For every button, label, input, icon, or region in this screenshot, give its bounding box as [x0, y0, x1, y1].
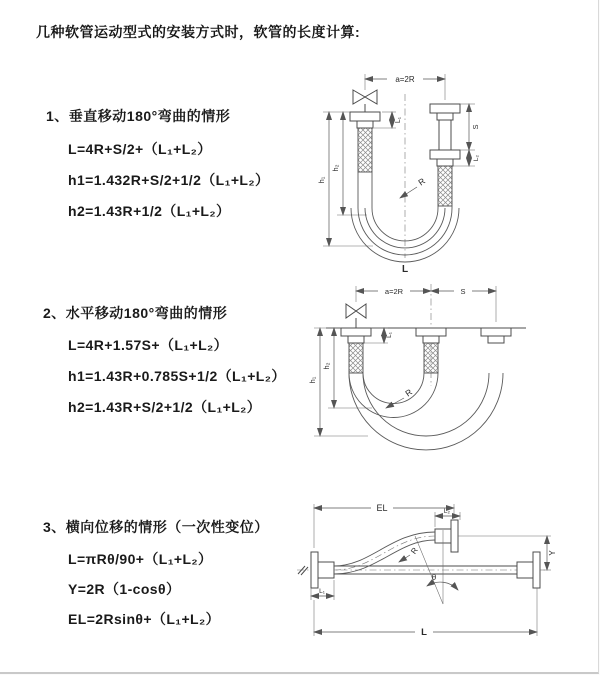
section-2-heading: 2、水平移动180°弯曲的情形 [43, 305, 228, 321]
valve-icon [353, 90, 377, 104]
radius-label: R [403, 386, 415, 399]
section-1-formula-L: L=4R+S/2+（L₁+L₂） [68, 141, 212, 157]
radius-label: R [416, 175, 428, 188]
right-flange [481, 328, 511, 336]
left-hose-braid [358, 128, 372, 172]
dim-label-a2r: a=2R [395, 75, 415, 84]
dim-label-l2: L₂ [473, 154, 480, 162]
left-flange [311, 552, 318, 588]
diagram-lateral-displacement [293, 496, 570, 648]
dim-label-h1: h₁ [317, 176, 326, 184]
hose-scurve-upper-wall [334, 532, 435, 566]
section-1-heading: 1、垂直移动180°弯曲的情形 [46, 108, 231, 124]
radius-label: R [409, 545, 420, 556]
dim-label-l1: L₁ [395, 116, 402, 124]
left-hose-braid [349, 343, 363, 373]
right-hose-braid [438, 166, 452, 206]
section-2-formula-h2: h2=1.43R+S/2+1/2（L₁+L₂） [68, 399, 262, 415]
valve-icon [346, 304, 366, 318]
break-mark [298, 566, 308, 575]
section-3-formula-EL: EL=2Rsinθ+（L₁+L₂） [68, 611, 221, 627]
section-2-formula-h1: h1=1.43R+0.785S+1/2（L₁+L₂） [68, 368, 286, 384]
dim-label-h2: h₂ [322, 362, 331, 370]
angle-label: θ [431, 573, 437, 582]
right-flange [533, 552, 540, 588]
dim-label-s: S [460, 287, 466, 296]
hose-scurve-lower-wall [334, 540, 435, 574]
section-1-formula-h2: h2=1.43R+1/2（L₁+L₂） [68, 203, 231, 219]
section-3-formula-L: L=πRθ/90+（L₁+L₂） [68, 551, 213, 567]
hose-bend-displaced-outer [349, 373, 503, 450]
diagram-vertical-180-bend [303, 60, 535, 280]
upper-flange [451, 520, 458, 552]
right-lower-flange [430, 150, 460, 159]
hose-bend-displaced-inner [363, 373, 489, 436]
section-1-formula-h1: h1=1.432R+S/2+1/2（L₁+L₂） [68, 172, 270, 188]
page-title: 几种软管运动型式的安装方式时，软管的长度计算: [36, 24, 361, 40]
dim-label-l1: L₁ [386, 332, 393, 338]
dim-label-a2r: a=2R [384, 287, 404, 296]
section-3-formula-Y: Y=2R（1-cosθ） [68, 581, 181, 597]
section-3-heading: 3、横向位移的情形（一次性变位） [43, 519, 269, 535]
hose-bend-initial-inner [363, 373, 424, 404]
dim-label-h1: h₁ [308, 376, 317, 384]
dim-label-y: Y [548, 550, 557, 556]
right-upper-flange [430, 104, 460, 113]
dim-label-l1: L₁ [319, 588, 325, 595]
left-flange [350, 112, 380, 121]
dim-label-l2: L₂ [443, 508, 451, 515]
length-label: L [421, 627, 427, 638]
middle-flange [416, 328, 446, 336]
length-label: L [401, 264, 409, 275]
hose-bend-initial-outer [349, 373, 438, 418]
left-flange [341, 328, 371, 336]
dim-label-s: S [471, 124, 480, 130]
dim-label-h2: h₂ [331, 164, 340, 172]
dim-label-el: EL [376, 503, 388, 513]
diagram-horizontal-180-bend [298, 278, 540, 470]
section-2-formula-L: L=4R+1.57S+（L₁+L₂） [68, 337, 229, 353]
middle-hose-braid [424, 343, 438, 373]
